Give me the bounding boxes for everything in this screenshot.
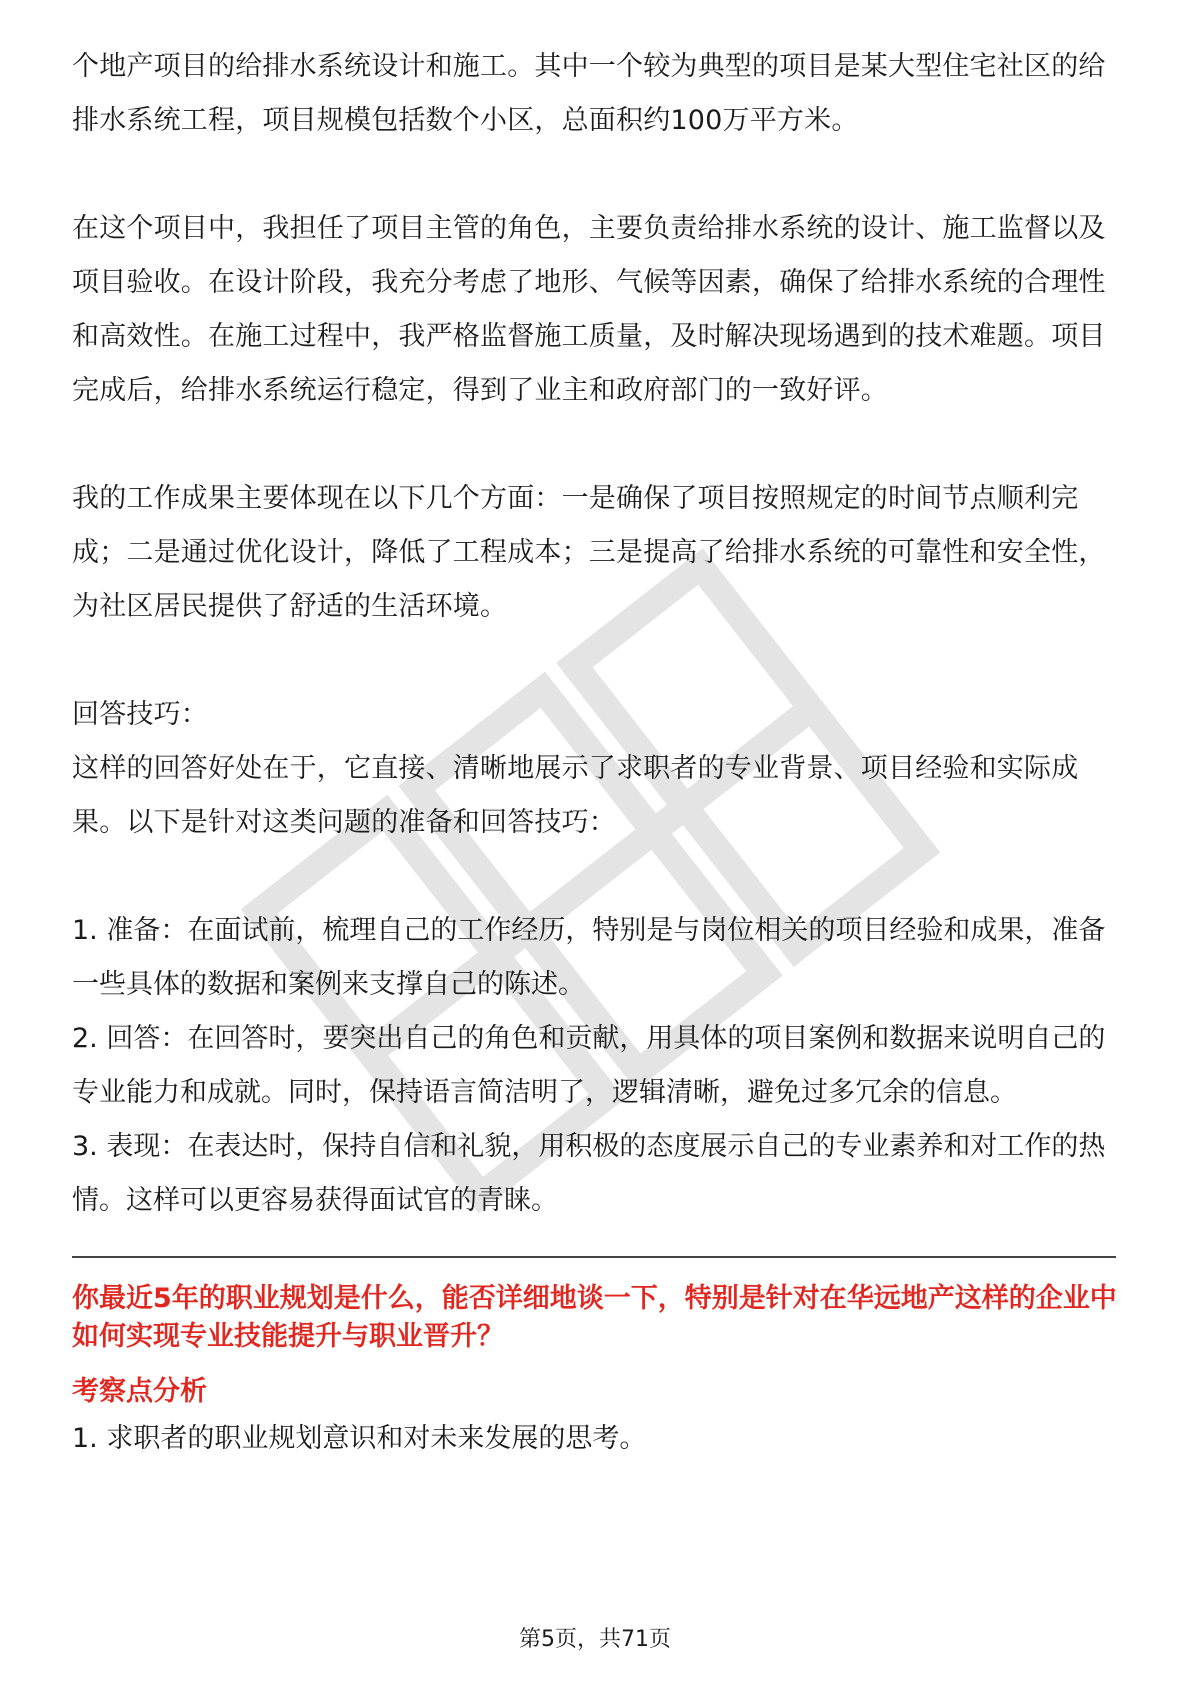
list-item: 1. 求职者的职业规划意识和对未来发展的思考。 (72, 1423, 647, 1454)
section-divider (72, 1256, 1116, 1258)
main-content (72, 40, 1120, 1466)
tips-heading: 回答技巧： (72, 699, 208, 730)
paragraph-results: 我的工作成果主要体现在以下几个方面：一是确保了项目按照规定的时间节点顺利完成；二是通过优化设计，降低了工程成本；三是提高了给排水系统的可靠性和安全性，为社区居民提供了舒适的生活环境。 (72, 483, 1106, 622)
list-item: 3. 表现：在表达时，保持自信和礼貌，用积极的态度展示自己的专业素养和对工作的热情。这样可以更容易获得面试官的青睐。 (72, 1131, 1106, 1216)
interview-question: 你最近5年的职业规划是什么，能否详细地谈一下，特别是针对在华远地产这样的企业中如何实现专业技能提升与职业晋升？ (72, 1283, 1117, 1352)
list-item: 2. 回答：在回答时，要突出自己的角色和贡献，用具体的项目案例和数据来说明自己的专业能力和成就。同时，保持语言简洁明了，逻辑清晰，避免过多冗余的信息。 (72, 1023, 1106, 1108)
page-number: 第5页，共71页 (519, 1627, 671, 1652)
paragraph-project-intro: 个地产项目的给排水系统设计和施工。其中一个较为典型的项目是某大型住宅社区的给排水系统工程，项目规模包括数个小区，总面积约100万平方米。 (72, 51, 1106, 136)
list-item: 1. 准备：在面试前，梳理自己的工作经历，特别是与岗位相关的项目经验和成果，准备一些具体的数据和案例来支撑自己的陈述。 (72, 915, 1106, 1000)
paragraph-role: 在这个项目中，我担任了项目主管的角色，主要负责给排水系统的设计、施工监督以及项目验收。在设计阶段，我充分考虑了地形、气候等因素，确保了给排水系统的合理性和高效性。在施工过程中，我严格监督施工质量，及时解决现场遇到的技术难题。项目完成后，给排水系统运行稳定，得到了业主和政府部门的一致好评。 (72, 213, 1106, 406)
tips-list (72, 904, 1120, 1228)
analysis-title: 考察点分析 (72, 1376, 207, 1407)
tips-intro: 这样的回答好处在于，它直接、清晰地展示了求职者的专业背景、项目经验和实际成果。以下是针对这类问题的准备和回答技巧： (72, 753, 1079, 838)
